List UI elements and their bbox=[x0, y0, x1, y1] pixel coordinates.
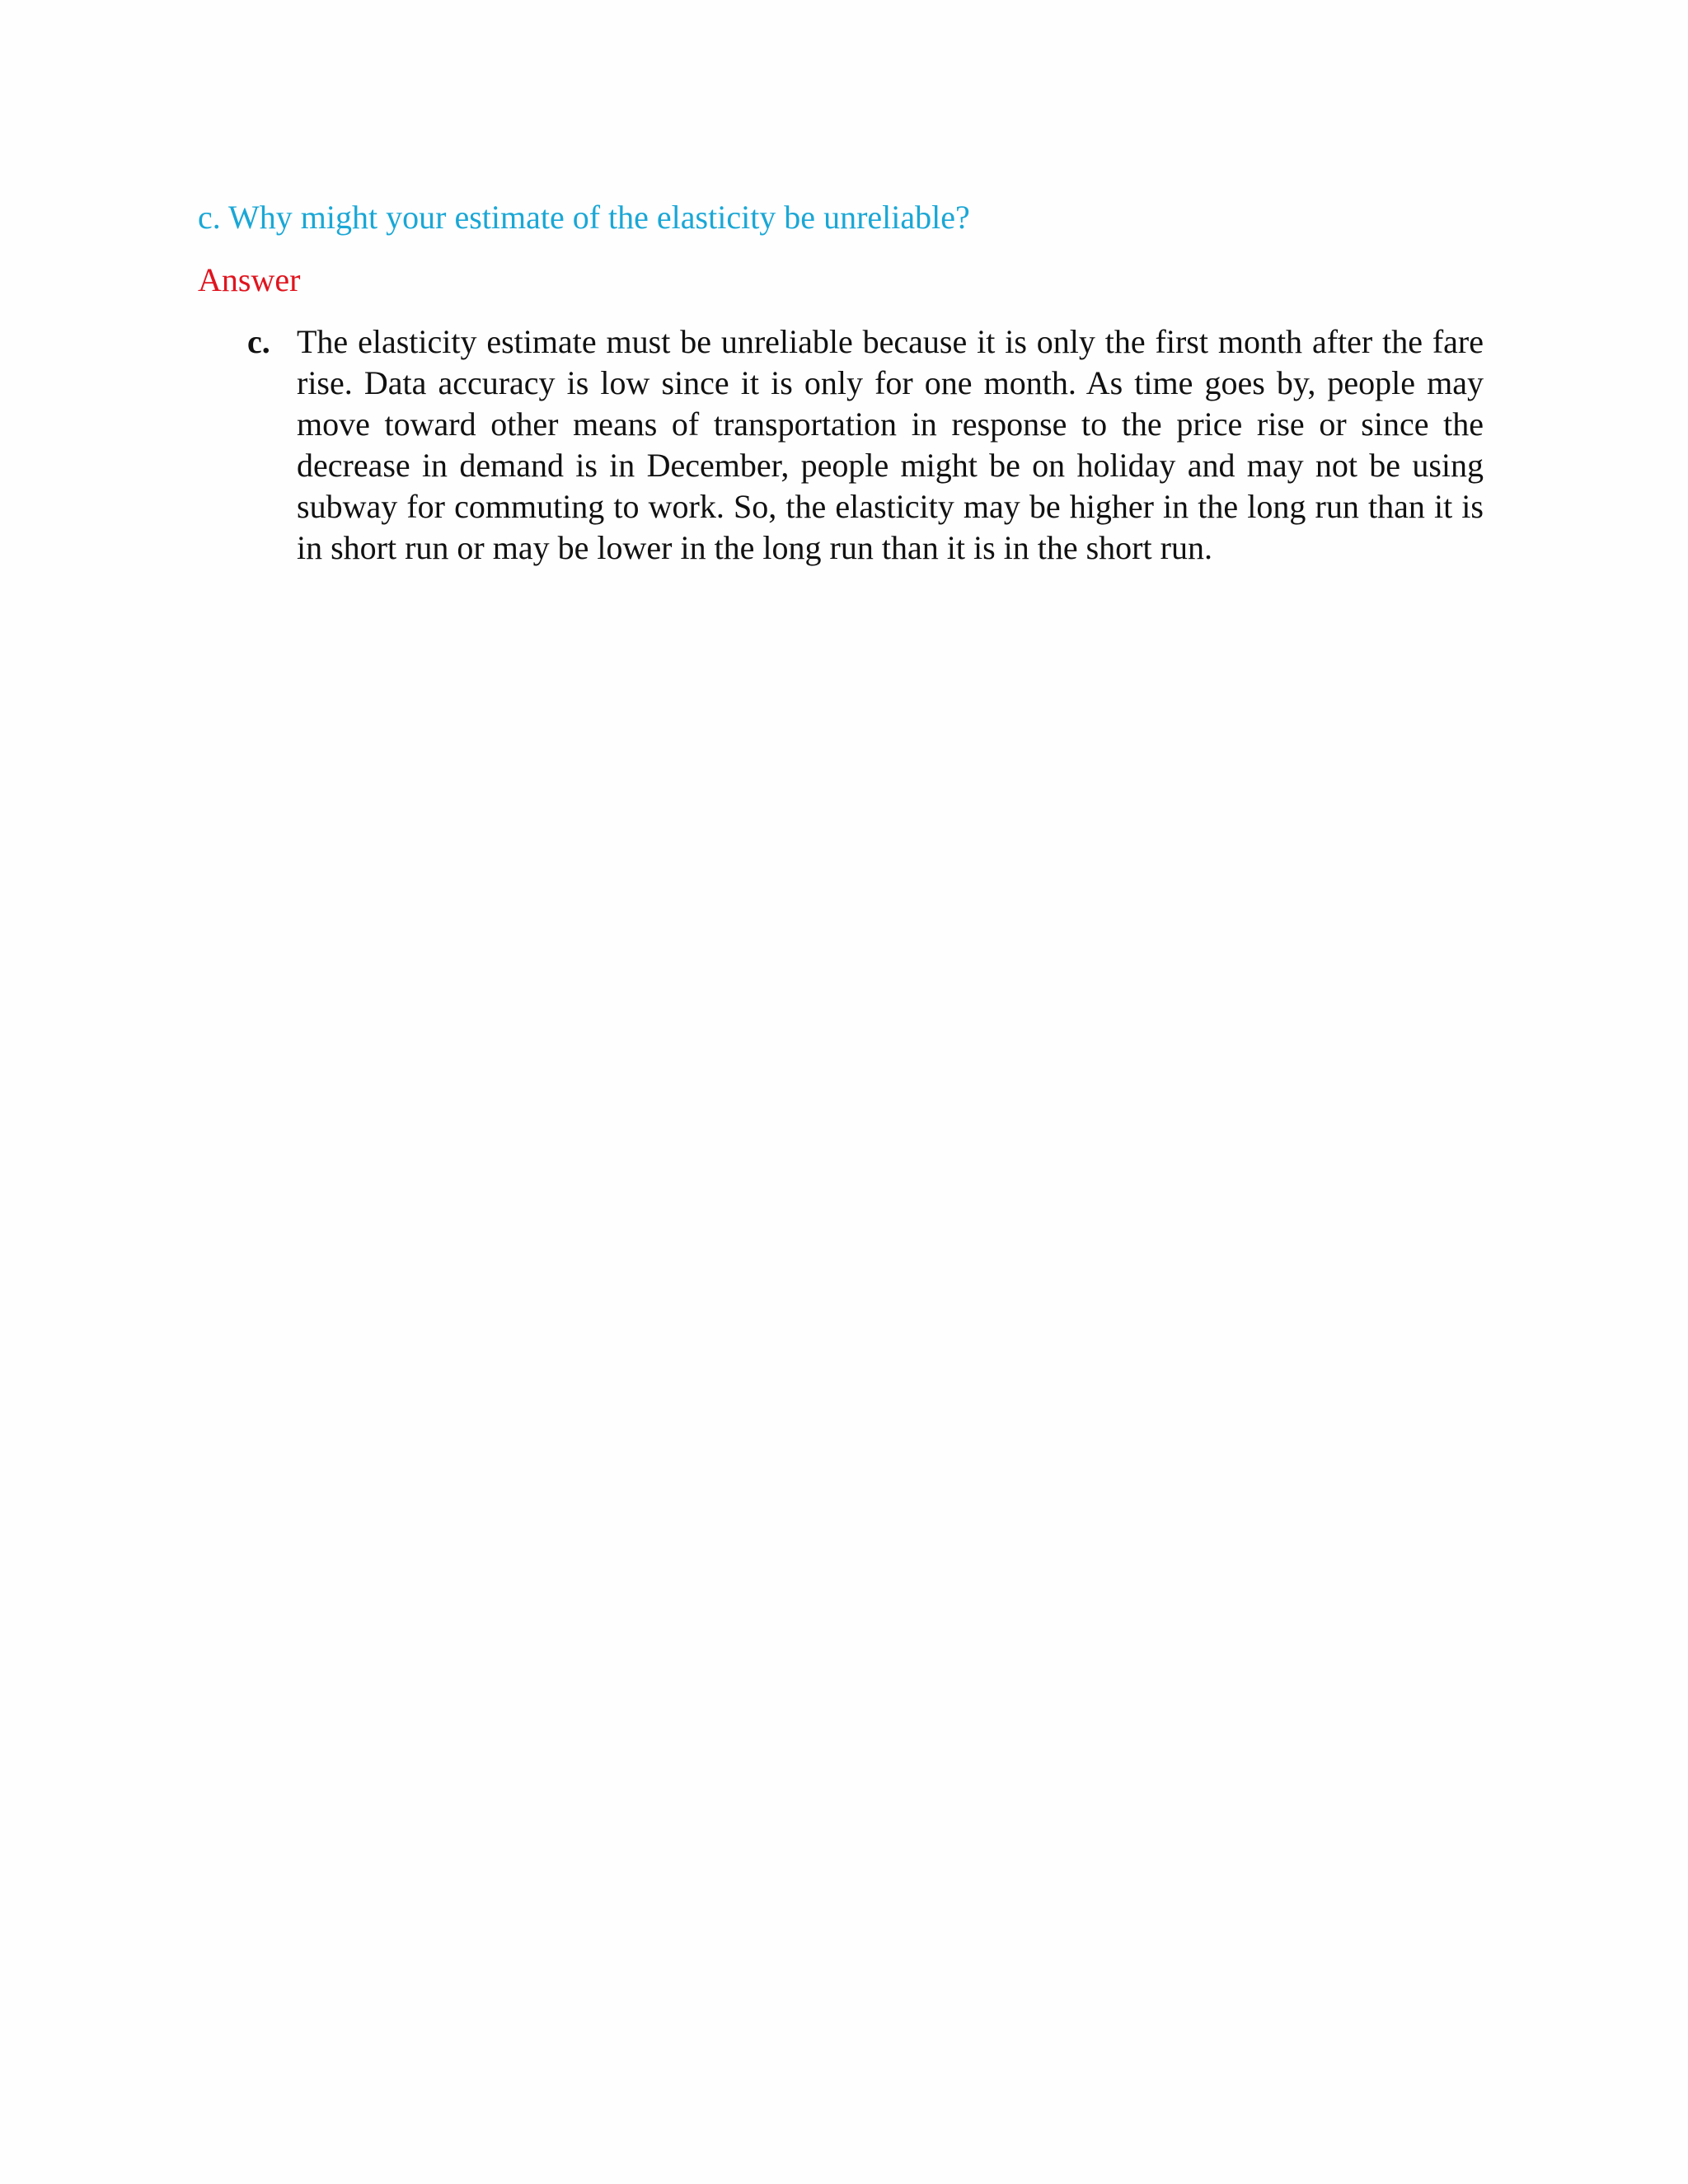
answer-item-text: The elasticity estimate must be unreliable because it is only the first month after the fare rise. Data accuracy is low since it is only for one month. As time goes by, people may move toward other means of transportation in response to the price rise or since the decrease in demand is in December, people might be on holiday and may not be using subway for commuting to work. So, the elasticity may be higher in the long run than it is in short run or may be lower in the long run than it is in the short run. bbox=[297, 323, 1484, 566]
answer-item-marker: c. bbox=[247, 323, 270, 360]
question-text: c. Why might your estimate of the elasticity be unreliable? bbox=[198, 199, 970, 236]
answer-list-item bbox=[247, 321, 1484, 569]
answer-heading: Answer bbox=[198, 261, 301, 298]
